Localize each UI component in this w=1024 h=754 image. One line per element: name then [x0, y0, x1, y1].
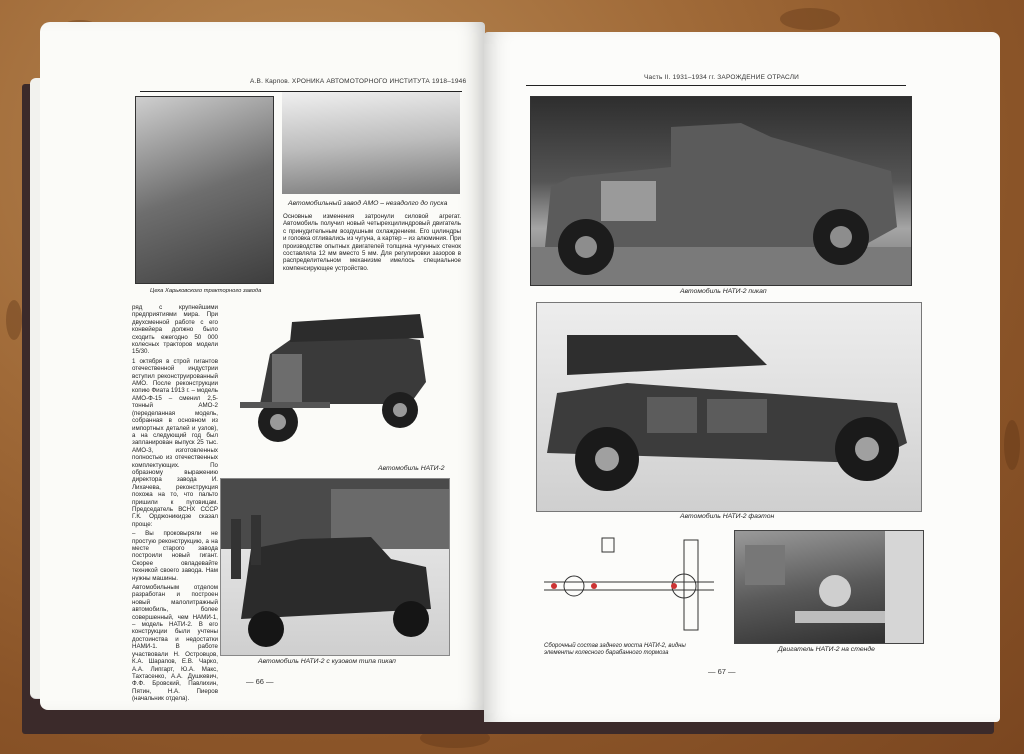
paragraph: ряд с крупнейшими предприятиями мира. При двухсменной работе с его конвейера должно было сходить ежегодно 50 000 колесных тракторов модели 15/30.: [132, 304, 218, 356]
photo-amo-plant: [282, 92, 460, 194]
right-running-header: Часть II. 1931–1934 гг. ЗАРОЖДЕНИЕ ОТРАСЛИ: [644, 74, 800, 81]
right-page: [484, 32, 1000, 722]
wood-grain: [780, 8, 840, 30]
left-page: [40, 22, 485, 710]
caption-amo-plant: Автомобильный завод АМО – незадолго до пуска: [288, 200, 448, 207]
paragraph: Автомобильным отделом разработан и построен новый малолитражный автомобиль, более совершенный, чем НАМИ-1, – модель НАТИ-2. В его конструкции были учтены достоинства и недостатки НАМИ-1. В работе участвовали Н. Островцов, К.А. Шарапов, Е.В. Чарко, А.А. Липгарт, Ю.А. Макс, Тахтасенко, А.А. Душкевич, Ф.Ф. Бровский, Павлихин, Пятин, Н.А. Пиеров (начальник отдела).: [132, 584, 218, 703]
photo-nati2: [230, 292, 430, 470]
right-page-number: — 67 —: [708, 667, 736, 676]
caption-nati2: Автомобиль НАТИ-2: [378, 465, 445, 472]
wood-grain: [1004, 420, 1020, 470]
photo-tractor-plant: [135, 96, 274, 284]
left-page-number: — 66 —: [246, 677, 274, 686]
paragraph: – Вы проковыряли не простую реконструкцию, а на месте старого завода построили новый гигант. Скорее овладевайте техникой своего завода. Нам нужны машины.: [132, 530, 218, 582]
header-rule: [526, 85, 906, 86]
photo-nati2-pickup-large: [530, 96, 912, 286]
caption-rear-axle: Сборочный состав заднего моста НАТИ-2, видны элементы колесного барабанного тормоза: [544, 643, 686, 656]
caption-engine: Двигатель НАТИ-2 на стенде: [778, 646, 875, 653]
photo-engine-stand: [734, 530, 924, 644]
caption-tractor-plant: Цеха Харьковского тракторного завода: [150, 288, 262, 294]
left-running-header: А.В. Карпов. ХРОНИКА АВТОМОТОРНОГО ИНСТИТУТА 1918–1946: [250, 78, 467, 85]
paragraph: 1 октября в строй гигантов отечественной индустрии вступил реконструированный АМО. После реконструкции копию Фиата 1913 г. – модель АМО-Ф-15 – сменил 2,5-тонный АМО-2 (переделанная модель, собранная в основном из импортных деталей и узлов), а на следующий год был запланирован выпуск 25 тыс. АМО-3, изготовленных полностью из отечественных комплектующих. По образному выражению директора завода И. Лихачева, реконструкция похожа на то, что пальто пришили к пуговицам. Председатель ВСНХ СССР Г.К. Орджоникидзе сказал проще:: [132, 357, 218, 528]
caption-nati2-pickup: Автомобиль НАТИ-2 с кузовом типа пикап: [258, 658, 396, 665]
caption-pickup: Автомобиль НАТИ-2 пикап: [680, 288, 767, 295]
text-column: [132, 304, 218, 705]
caption-phaeton: Автомобиль НАТИ-2 фаэтон: [680, 513, 775, 520]
photo-nati2-pickup: [220, 478, 450, 656]
photo-nati2-phaeton: [536, 302, 922, 512]
text-top: Основные изменения затронули силовой агрегат. Автомобиль получил новый четырехцилиндровый двигатель с принудительным воздушным охлаждением. Его цилиндры и головка отливались из чугуна, а картер – из алюминия. При производстве опытных двигателей толщина чугунных стенок составляла 12 мм вместо 5 мм. Для регулировки зазоров в распределительном механизме имелось специальное компенсирующее устройство.: [283, 213, 461, 272]
wood-grain: [6, 300, 22, 340]
drawing-rear-axle: [534, 530, 724, 640]
